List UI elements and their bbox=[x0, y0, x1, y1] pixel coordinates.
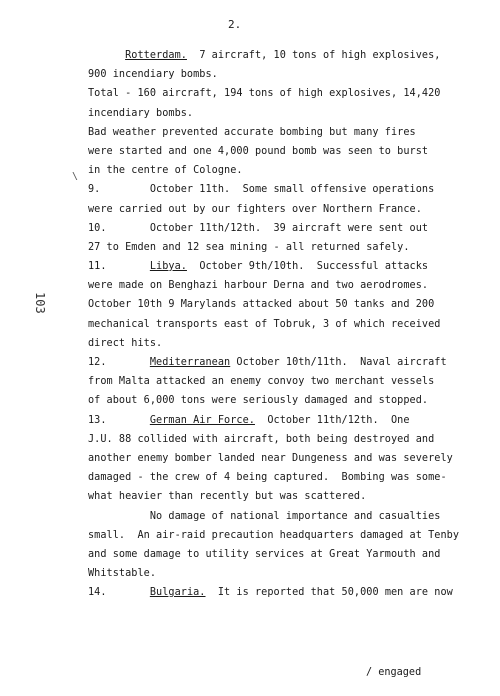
text-line bbox=[88, 564, 493, 583]
text-line bbox=[88, 161, 493, 180]
text-run: of about 6,000 tons were seriously damaged and stopped. bbox=[88, 395, 429, 407]
page-number: 2. bbox=[228, 18, 242, 31]
text-run: damaged - the crew of 4 being captured. Bombing was some- bbox=[88, 472, 447, 484]
text-line bbox=[88, 411, 493, 430]
margin-tick: \ bbox=[72, 171, 79, 182]
text-line bbox=[88, 545, 493, 564]
text-line bbox=[88, 334, 493, 353]
text-run: It is reported that 50,000 men are now bbox=[205, 587, 453, 599]
text-run: small. An air-raid precaution headquarters damaged at Tenby bbox=[88, 529, 460, 541]
text-line bbox=[88, 142, 493, 161]
text-run: No damage of national importance and casualties bbox=[88, 510, 441, 522]
text-line bbox=[88, 84, 493, 103]
text-line bbox=[88, 276, 493, 295]
text-run: Total - 160 aircraft, 194 tons of high explosives, 14,420 bbox=[88, 88, 441, 100]
text-run: 7 aircraft, 10 tons of high explosives, bbox=[186, 50, 441, 61]
text-line bbox=[88, 219, 493, 238]
text-line bbox=[88, 468, 493, 487]
section-heading: Bulgaria. bbox=[149, 587, 206, 599]
text-run: another enemy bomber landed near Dungeness and was severely bbox=[88, 452, 453, 464]
text-run: J.U. 88 collided with aircraft, both being destroyed and bbox=[88, 433, 435, 445]
text-line bbox=[88, 180, 493, 199]
text-line bbox=[88, 315, 493, 334]
text-run: Whitstable. bbox=[88, 568, 157, 580]
section-heading: Rotterdam. bbox=[125, 50, 187, 61]
text-run: 10. October 11th/12th. 39 aircraft were sent out bbox=[88, 222, 429, 234]
text-line bbox=[88, 104, 493, 123]
text-run: October 10th 9 Marylands attacked about 50 tanks and 200 bbox=[88, 299, 435, 311]
section-heading: German Air Force. bbox=[149, 414, 255, 426]
text-line bbox=[88, 65, 493, 84]
text-run bbox=[88, 50, 125, 61]
text-line bbox=[88, 257, 493, 276]
text-run: 14. bbox=[88, 587, 150, 599]
text-run: 11. bbox=[88, 261, 150, 273]
text-run: 27 to Emden and 12 sea mining - all returned safely. bbox=[88, 241, 410, 253]
text-run: incendiary bombs. bbox=[88, 107, 194, 119]
text-line bbox=[88, 372, 493, 391]
text-line bbox=[88, 487, 493, 506]
text-run: what heavier than recently but was scattered. bbox=[88, 491, 367, 503]
text-run: 900 incendiary bombs. bbox=[88, 69, 218, 81]
section-heading: Libya. bbox=[149, 261, 187, 273]
text-run: and some damage to utility services at Great Yarmouth and bbox=[88, 548, 441, 560]
text-run: in the centre of Cologne. bbox=[88, 165, 243, 177]
text-run: mechanical transports east of Tobruk, 3 of which received bbox=[88, 318, 441, 330]
body-text bbox=[88, 46, 493, 602]
text-run: direct hits. bbox=[88, 337, 163, 349]
text-line bbox=[88, 449, 493, 468]
text-line bbox=[88, 46, 493, 65]
section-heading: Mediterranean bbox=[149, 357, 231, 368]
text-run: October 9th/10th. Successful attacks bbox=[186, 261, 429, 273]
text-run: October 10th/11th. Naval aircraft bbox=[230, 357, 447, 368]
text-line bbox=[88, 430, 493, 449]
text-line bbox=[88, 123, 493, 142]
text-line bbox=[88, 238, 493, 257]
text-run: were carried out by our fighters over Northern France. bbox=[88, 203, 422, 215]
text-line bbox=[88, 295, 493, 314]
text-run: were started and one 4,000 pound bomb was seen to burst bbox=[88, 145, 429, 157]
text-line bbox=[88, 200, 493, 219]
text-line bbox=[88, 526, 493, 545]
margin-annotation: 103 bbox=[33, 292, 47, 314]
text-line bbox=[88, 353, 493, 372]
text-run: from Malta attacked an enemy convoy two merchant vessels bbox=[88, 376, 435, 388]
text-run: 13. bbox=[88, 414, 150, 426]
text-run: 12. bbox=[88, 357, 150, 368]
text-run: 9. October 11th. Some small offensive operations bbox=[88, 184, 435, 196]
text-run: were made on Benghazi harbour Derna and two aerodromes. bbox=[88, 280, 429, 292]
text-line bbox=[88, 391, 493, 410]
text-line bbox=[88, 583, 493, 602]
text-run: Bad weather prevented accurate bombing but many fires bbox=[88, 126, 416, 138]
text-run: October 11th/12th. One bbox=[254, 414, 410, 426]
catchword: / engaged bbox=[366, 667, 422, 678]
text-line bbox=[88, 507, 493, 526]
